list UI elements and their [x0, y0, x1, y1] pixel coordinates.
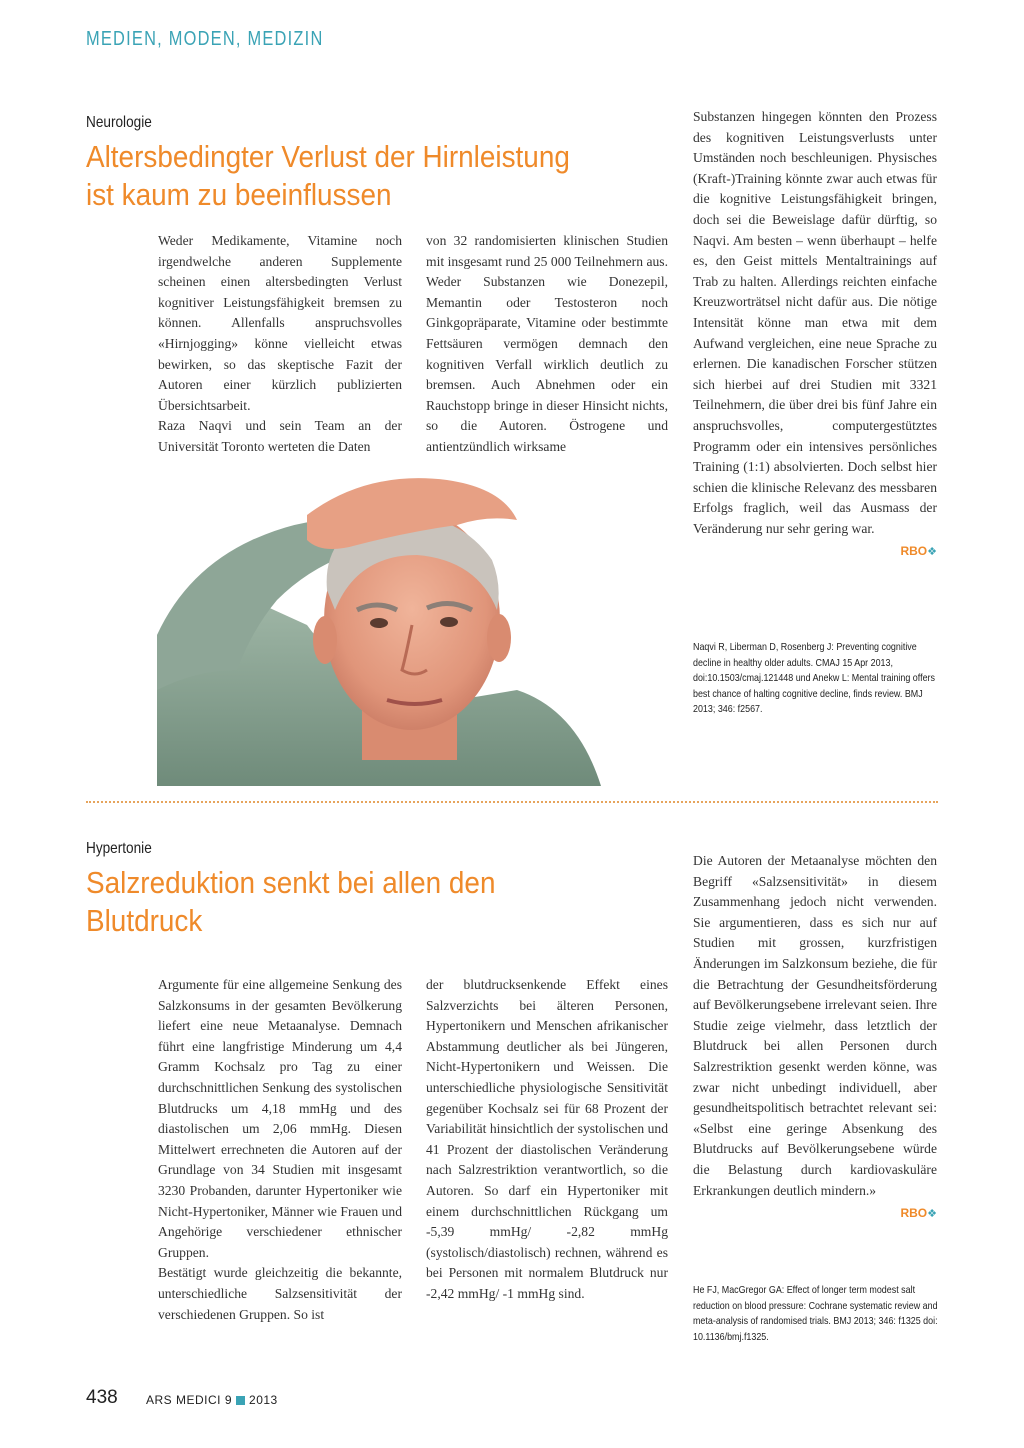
- magazine-name: ARS MEDICI 9: [146, 1393, 233, 1407]
- article1-column2: [426, 231, 668, 458]
- article2-headline-line2: Blutdruck: [86, 903, 203, 938]
- article2-headline-line1: Salzreduktion senkt bei allen den: [86, 865, 496, 900]
- section-header: MEDIEN, MODEN, MEDIZIN: [86, 28, 324, 50]
- article2-col2-paragraph: der blutdrucksenkende Effekt eines Salzverzichts bei älteren Personen, Hypertonikern und Menschen afrikanischer Abstammung deutlicher als bei Jüngeren, Nicht-Hypertonikern und Weissen. Die unterschiedliche physiologische Sensitivität gegenüber Kochsalz sei für 68 Prozent der Variabilität hinsichtlich der systolischen und 41 Prozent der diastolischen Veränderung nach Salzrestriktion verantwortlich, so die Autoren. So darf ein Hypertoniker mit einem durchschnittlichen Rückgang um -5,39 mmHg/ -2,82 mmHg (systolisch/diastolisch) rechnen, während es bei Personen mit normalem Blutdruck nur -2,42 mmHg/ -1 mmHg sind.: [426, 977, 668, 1301]
- article2-headline: [86, 864, 495, 940]
- article2-col1b-paragraph: Bestätigt wurde gleichzeitig die bekannte, unterschiedliche Salzsensitivität der verschiedenen Gruppen. So ist: [158, 1265, 402, 1322]
- right-eye: [440, 617, 458, 627]
- article1-col1b-paragraph: Raza Naqvi und sein Team an der Universität Toronto werteten die Daten: [158, 418, 402, 454]
- article2-col1-paragraph: Argumente für eine allgemeine Senkung des Salzkonsums in der gesamten Bevölkerung liefert eine neue Metaanalyse. Demnach führt eine langfristige Minderung um 4,4 Gramm Kochsalz pro Tag zu einer durchschnittlichen Senkung des systolischen Blutdrucks um 4,18 mmHg und des diastolischen um 2,06 mmHg. Diesen Mittelwert errechneten die Autoren auf der Grundlage von 34 Studien mit insgesamt 3230 Probanden, darunter Hypertoniker wie Nicht-Hypertoniker, Männer wie Frauen und Angehörige verschiedener ethnischer Gruppen.: [158, 977, 402, 1260]
- article2-column1: [158, 975, 402, 1325]
- article2-reference: He FJ, MacGregor GA: Effect of longer term modest salt reduction on blood pressure: Cochrane systematic review and meta-analysis of randomised trials. BMJ 2013; 346: f1325 doi: 10.1136/bmj.f1325.: [693, 1284, 938, 1343]
- left-eye: [370, 618, 388, 628]
- article1-signature: [693, 541, 937, 563]
- article2-column2: [426, 975, 668, 1305]
- article1-reference: Naqvi R, Liberman D, Rosenberg J: Preventing cognitive decline in healthy older adults. CMAJ 15 Apr 2013, doi:10.1503/cmaj.121448 und Anekw L: Mental training offers best chance of halting cognitive decline, finds review. BMJ 2013; 346: f2567.: [693, 641, 935, 715]
- right-ear: [487, 614, 511, 662]
- article1-col2-paragraph: von 32 randomisierten klinischen Studien mit insgesamt rund 25 000 Teilnehmern aus. Weder Substanzen wie Donezepil, Memantin oder Testosteron noch Ginkgopräparate, Vitamine oder bestimmte Fettsäuren vermögen demnach den kognitiven Verfall wirklich deutlich zu bremsen. Auch Abnehmen oder ein Rauchstopp bringe in dieser Hinsicht nichts, so die Autoren. Östrogene und antientzündlich wirksame: [426, 233, 668, 454]
- article2-kicker: Hypertonie: [86, 840, 152, 857]
- article1-headline: [86, 138, 570, 214]
- article1-column1: [158, 231, 402, 458]
- left-ear: [313, 616, 337, 664]
- article1-kicker: Neurologie: [86, 114, 152, 131]
- article1-headline-line1: Altersbedingter Verlust der Hirnleistung: [86, 139, 570, 174]
- article1-column3: [693, 107, 937, 563]
- article1-col3-paragraph: Substanzen hingegen könnten den Prozess des kognitiven Leistungsverlusts unter Umständen noch beschleunigen. Physisches (Kraft-)Training könnte zwar auch etwas für die kognitive Leistungsfähigkeit bringen, doch sei die Beweislage dafür dürftig, so Naqvi. Am besten – wenn überhaupt – helfe es, den Geist mittels Mentaltrainings auf Trab zu halten. Allerdings reichten einfache Kreuzworträtsel nicht dafür aus. Die nötige Intensität könne man etwa mit dem Aufwand vergleichen, eine neue Sprache zu erlernen. Die kanadischen Forscher stützen sich hierbei auf drei Studien mit 3321 Teilnehmern, die über drei bis fünf Jahre ein anspruchsvolles, computergestütztes Programm oder ein intensives persönliches Training (1:1) absolvierten. Doch selbst hier schien die klinische Relevanz des messbaren Erfolgs fraglich, weil das Ausmass der Veränderung nur sehr gering war.: [693, 109, 937, 536]
- article2-signature: [693, 1203, 937, 1225]
- square-icon: [236, 1396, 245, 1405]
- article2-column3: [693, 851, 937, 1225]
- diamond-icon: ❖: [927, 546, 937, 559]
- diamond-icon: ❖: [927, 1208, 937, 1221]
- article1-col1-paragraph: Weder Medikamente, Vitamine noch irgendwelche anderen Supplemente scheinen einen altersbedingten Verlust kognitiver Leistungsfähigkeit bremsen zu können. Allenfalls anspruchsvolles «Hirnjogging» könne vielleicht etwas bewirken, so das skeptische Fazit der Autoren einer kürzlich publizierten Übersichtsarbeit.: [158, 233, 402, 413]
- magazine-year: 2013: [249, 1393, 278, 1407]
- magazine-footer: [146, 1393, 278, 1407]
- section-divider: [86, 801, 938, 803]
- page-number: 438: [86, 1387, 118, 1408]
- article1-signature-text: RBO: [900, 544, 928, 559]
- elderly-man-photo: [157, 460, 601, 786]
- article2-signature-text: RBO: [900, 1206, 928, 1221]
- article2-col3-paragraph: Die Autoren der Metaanalyse möchten den Begriff «Salzsensitivität» in diesem Zusammenhang jedoch nicht verwenden. Sie argumentieren, dass es sich nur auf Studien mit grossen, kurzfristigen Änderungen im Salzkonsum beziehe, die für die Betrachtung der Gesundheitsförderung auf Bevölkerungsebene irrelevant seien. Ihre Studie zeige vielmehr, dass letztlich der Blutdruck bei allen Personen durch Salzrestriktion gesenkt werden könne, was zwar nicht unbedingt individuell, aber gesundheitspolitisch betrachtet relevant sei: «Selbst eine geringe Absenkung des Blutdrucks auf Bevölkerungsebene würde die Belastung durch kardiovaskuläre Erkrankungen deutlich mindern.»: [693, 853, 937, 1198]
- article1-headline-line2: ist kaum zu beeinflussen: [86, 177, 392, 212]
